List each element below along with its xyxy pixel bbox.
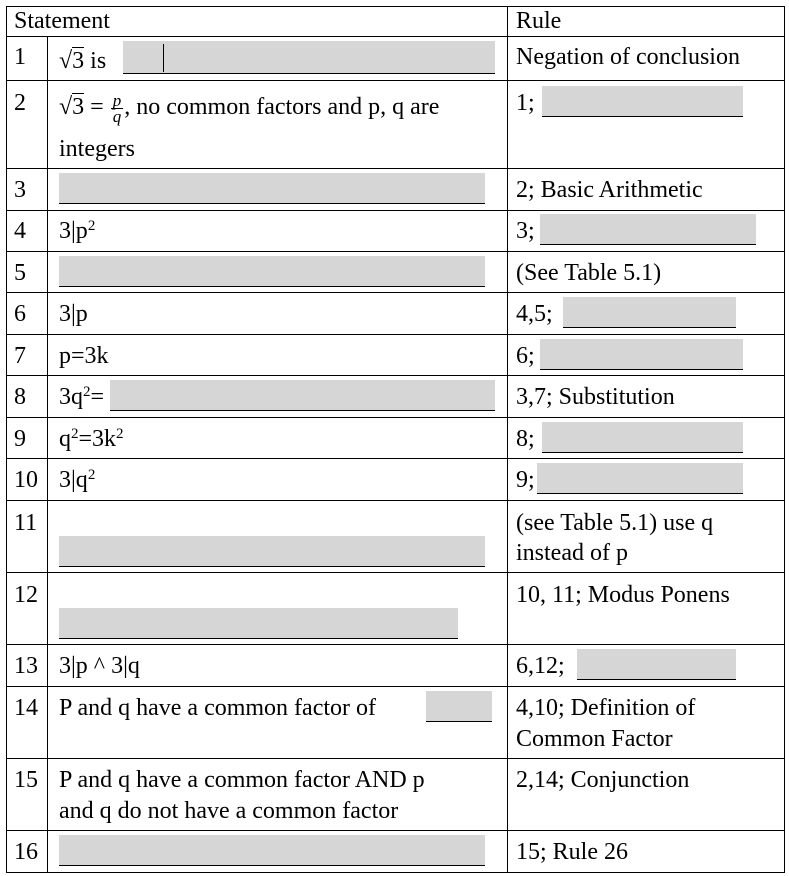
radicand: 3 (72, 94, 85, 120)
row-divider (6, 210, 784, 211)
rule-6: 4,5; (516, 301, 553, 327)
table-border-left (6, 6, 7, 873)
row-number: 5 (14, 260, 26, 286)
statement-7: p=3k (59, 343, 109, 369)
row-number: 9 (14, 426, 26, 452)
row-divider (6, 375, 784, 376)
blank-underline (123, 73, 495, 74)
rule-8: 3,7; Substitution (516, 384, 675, 410)
row-number: 8 (14, 384, 26, 410)
exponent: 2 (83, 384, 91, 400)
rule-2: 1; (516, 90, 535, 116)
rule-12: 10, 11; Modus Ponens (516, 582, 730, 608)
blank-field[interactable] (123, 41, 495, 73)
statement-text: 3|p (59, 218, 88, 244)
blank-field[interactable] (540, 339, 743, 370)
statement-14: P and q have a common factor of (59, 695, 377, 721)
statement-text: q (59, 426, 71, 452)
statement-4 (59, 216, 95, 246)
row-divider (6, 168, 784, 169)
row-number: 6 (14, 301, 26, 327)
statement-15-line1: P and q have a common factor AND p (59, 767, 425, 793)
rule-9: 8; (516, 426, 535, 452)
rule-column-divider (507, 6, 508, 873)
row-divider (6, 644, 784, 645)
row-divider (6, 500, 784, 501)
rule-11-line1: (see Table 5.1) use q (516, 510, 714, 536)
header-rule: Rule (516, 8, 562, 34)
row-number: 10 (14, 467, 38, 493)
exponent: 2 (87, 218, 96, 234)
blank-field[interactable] (537, 463, 743, 494)
statement-1 (59, 46, 106, 76)
row-number: 7 (14, 343, 26, 369)
blank-field[interactable] (59, 835, 485, 866)
header-statement: Statement (14, 8, 110, 34)
fraction-p-over-q (111, 90, 124, 126)
equals: = (84, 94, 110, 120)
row-divider (6, 686, 784, 687)
statement-text: 3q (59, 384, 83, 410)
sqrt-symbol: √ (59, 94, 73, 120)
rule-15: 2,14; Conjunction (516, 767, 690, 793)
blank-field[interactable] (59, 536, 485, 567)
blank-field[interactable] (540, 214, 756, 245)
blank-field[interactable] (542, 86, 743, 117)
table-border-bottom (6, 872, 784, 873)
statement-10 (59, 465, 95, 495)
row-divider (6, 292, 784, 293)
row-divider (6, 36, 784, 37)
rule-13: 6,12; (516, 653, 565, 679)
rule-14-line2: Common Factor (516, 726, 673, 752)
row-divider (6, 758, 784, 759)
row-number: 2 (14, 90, 26, 116)
row-divider (6, 251, 784, 252)
row-divider (6, 830, 784, 831)
row-divider (6, 334, 784, 335)
row-divider (6, 458, 784, 459)
denominator: q (112, 106, 122, 126)
rule-7: 6; (516, 343, 535, 369)
blank-field[interactable] (577, 649, 736, 680)
table-border-right (784, 6, 785, 873)
row-divider (6, 572, 784, 573)
blank-field[interactable] (542, 422, 743, 453)
row-number: 3 (14, 177, 26, 203)
number-column-divider (47, 36, 48, 873)
statement-text: is (84, 48, 107, 74)
row-divider (6, 417, 784, 418)
row-number: 14 (14, 695, 38, 721)
rule-14-line1: 4,10; Definition of (516, 695, 696, 721)
statement-13: 3|p ^ 3|q (59, 653, 140, 679)
blank-field[interactable] (59, 173, 485, 204)
rule-4: 3; (516, 218, 535, 244)
row-number: 16 (14, 839, 38, 865)
rule-5: (See Table 5.1) (516, 260, 662, 286)
statement-9 (59, 424, 124, 454)
exponent: 2 (116, 426, 124, 442)
rule-1: Negation of conclusion (516, 44, 740, 70)
statement-2 (59, 92, 439, 124)
rule-11-line2: instead of p (516, 540, 628, 566)
row-divider (6, 80, 784, 81)
rule-16: 15; Rule 26 (516, 839, 628, 865)
exponent: 2 (87, 467, 96, 483)
row-number: 13 (14, 653, 38, 679)
rule-3: 2; Basic Arithmetic (516, 177, 703, 203)
row-number: 11 (14, 510, 38, 536)
row-number: 12 (14, 582, 38, 608)
statement-8 (59, 382, 104, 412)
text-cursor (163, 44, 164, 72)
exponent: 2 (71, 426, 79, 442)
row-number: 1 (14, 44, 26, 70)
row-number: 4 (14, 218, 26, 244)
statement-text: 3|q (59, 467, 88, 493)
statement-text: , no common factors and p, q are (124, 94, 440, 120)
blank-field[interactable] (59, 256, 485, 287)
blank-field[interactable] (426, 691, 492, 722)
blank-field[interactable] (110, 380, 495, 411)
blank-field[interactable] (59, 608, 458, 639)
blank-field[interactable] (563, 297, 736, 328)
table-border-top (6, 6, 784, 7)
row-number: 15 (14, 767, 38, 793)
numerator: p (112, 90, 122, 110)
statement-2-line2: integers (59, 136, 135, 162)
rule-10: 9; (516, 467, 535, 493)
sqrt-symbol: √ (59, 48, 73, 74)
radicand: 3 (72, 48, 85, 74)
equals: = (90, 384, 105, 410)
statement-6: 3|p (59, 301, 88, 327)
statement-text: =3k (78, 426, 117, 452)
statement-15-line2: and q do not have a common factor (59, 798, 399, 824)
